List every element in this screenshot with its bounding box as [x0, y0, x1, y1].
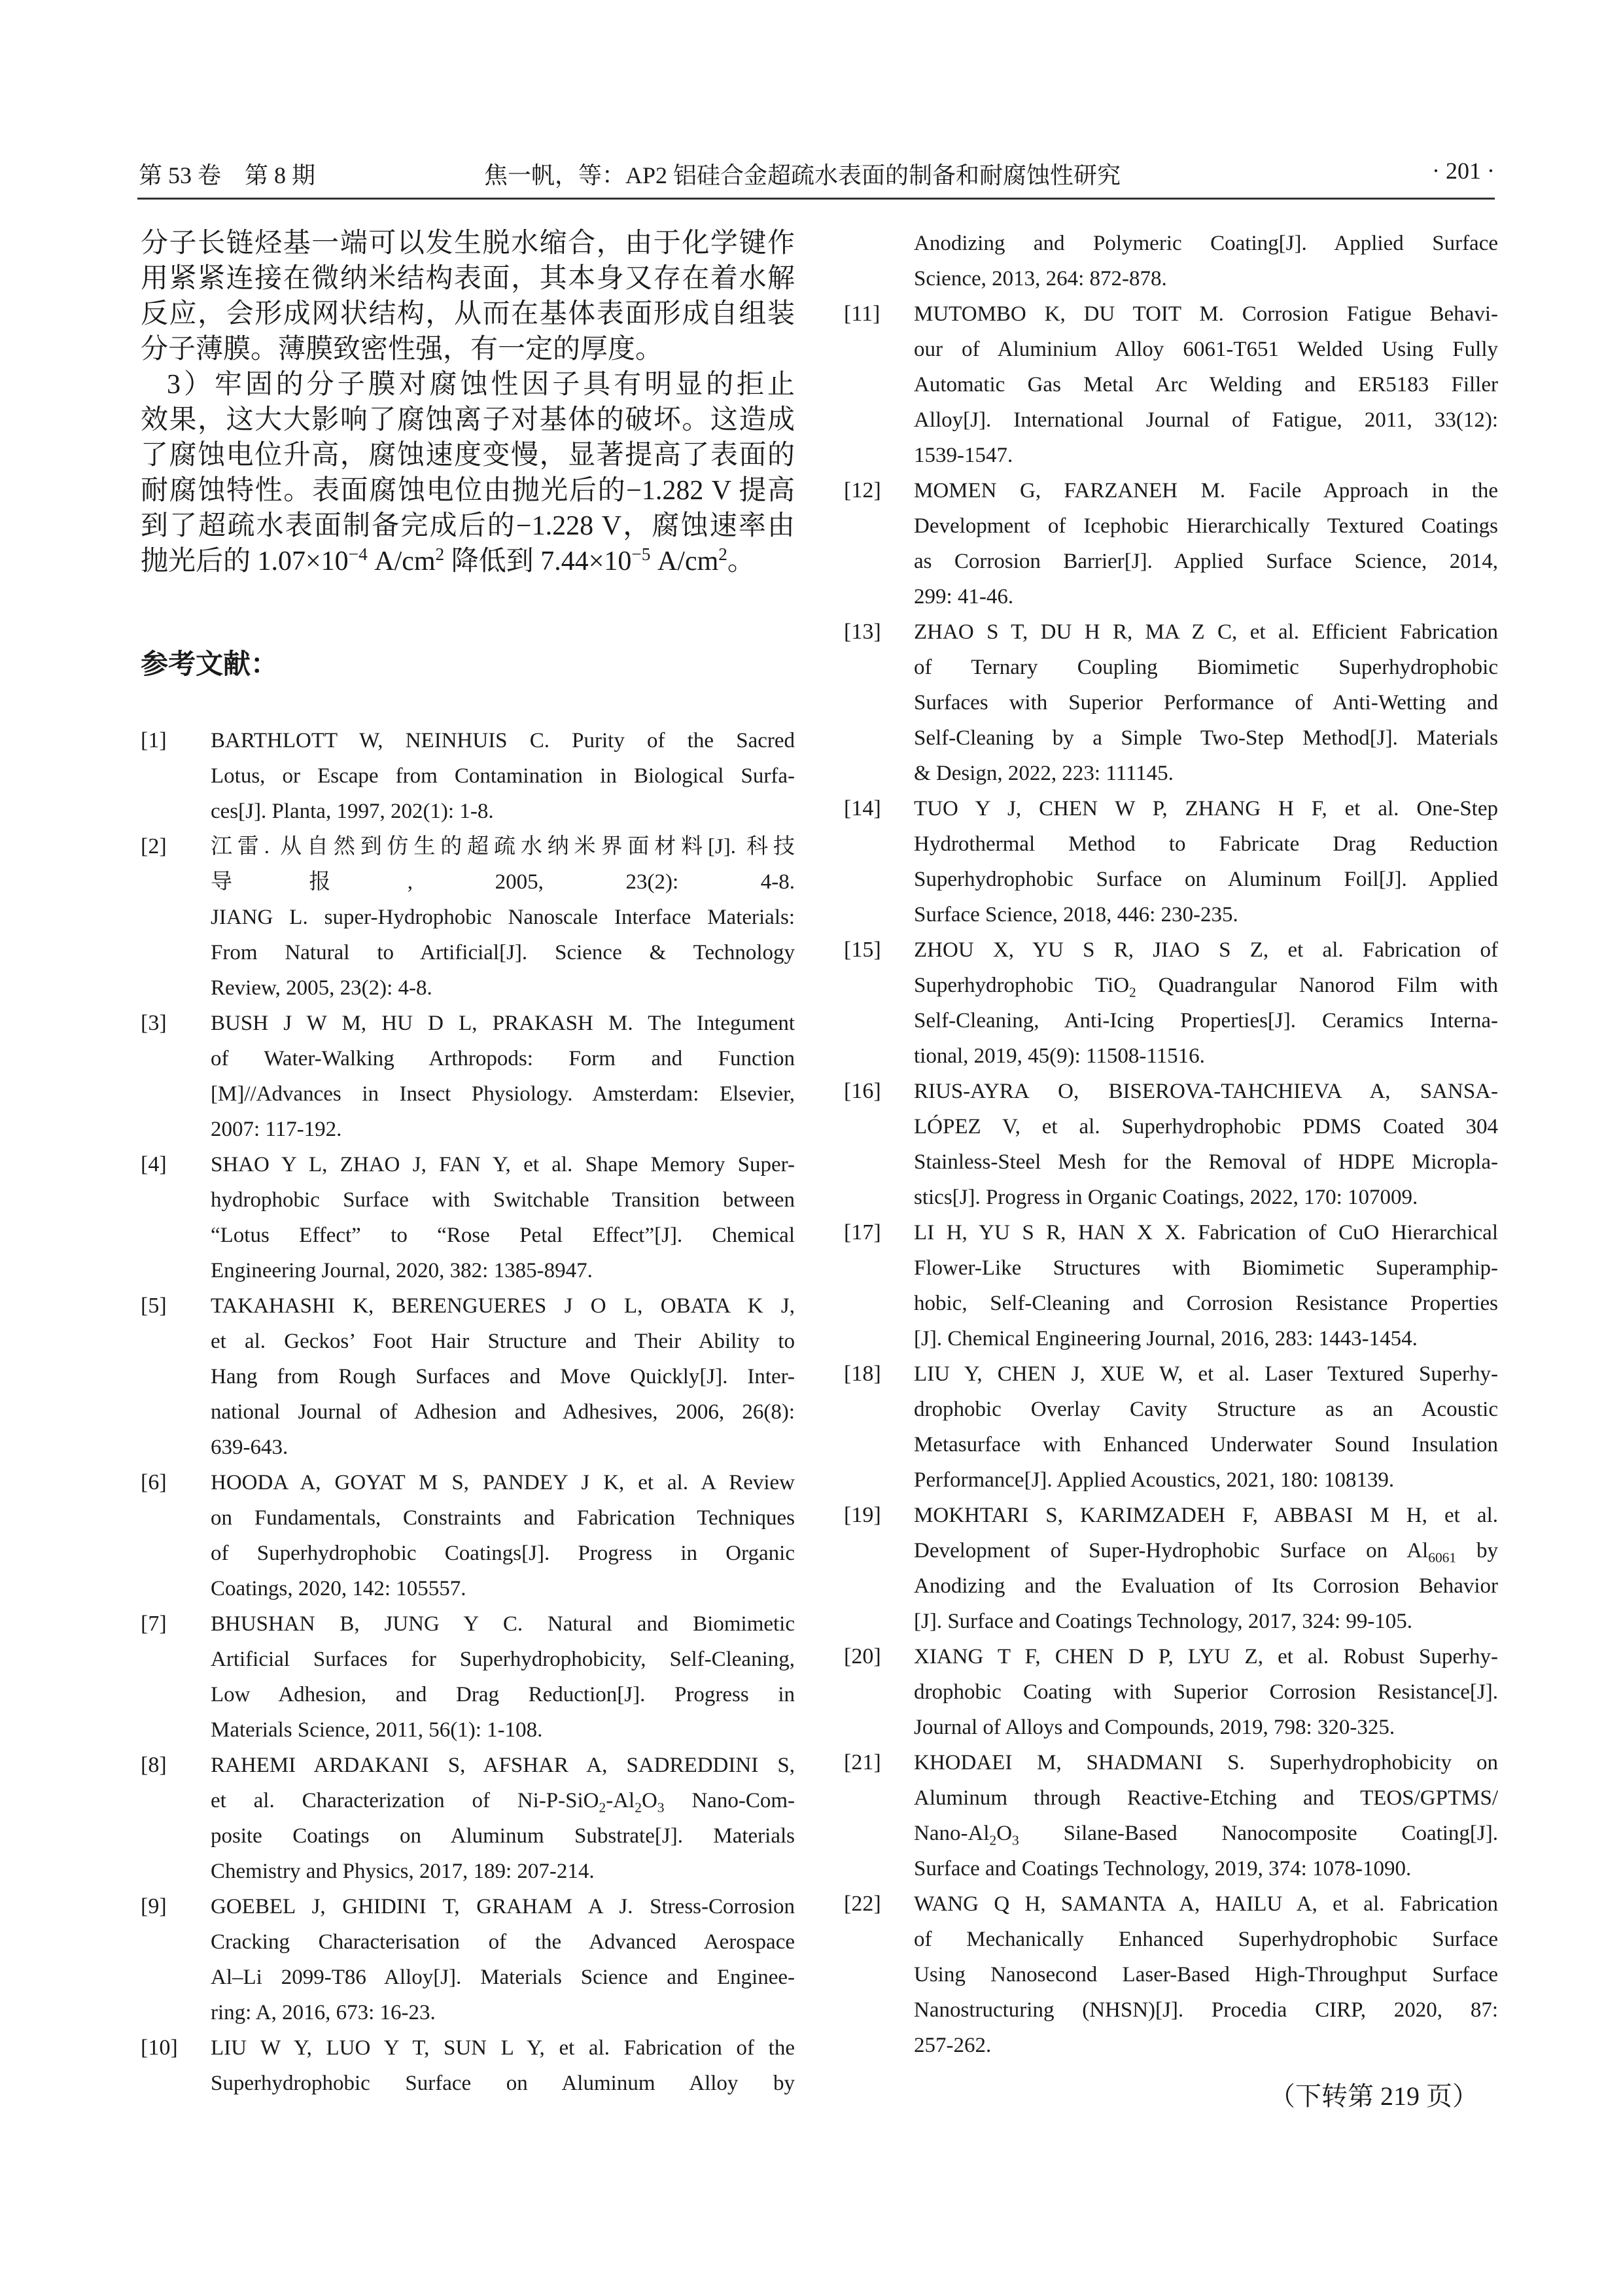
reference-line: HOODA A, GOYAT M S, PANDEY J K, et al. A Review — [211, 1471, 795, 1494]
reference-line: BHUSHAN B, JUNG Y C. Natural and Biomimetic — [211, 1612, 795, 1636]
reference-line: Anodizing and the Evaluation of Its Corrosion Behavior — [914, 1574, 1498, 1598]
reference-line: of Superhydrophobic Coatings[J]. Progress in Organic — [211, 1542, 795, 1565]
reference-line: & Design, 2022, 223: 111145. — [914, 762, 1174, 785]
reference-line: WANG Q H, SAMANTA A, HAILU A, et al. Fabrication — [914, 1892, 1498, 1916]
reference-line: Journal of Alloys and Compounds, 2019, 798: 320-325. — [914, 1716, 1395, 1739]
reference-line: Artificial Surfaces for Superhydrophobicity, Self-Cleaning, — [211, 1648, 795, 1671]
body-line: 抛光后的 $1.07\times 10^{-4}$ $A/cm^2$ 降低到 $7.44\times 10^{-5}$ $A/cm^2$。 — [141, 544, 755, 576]
reference-line: Engineering Journal, 2020, 382: 1385-8947. — [211, 1259, 593, 1282]
reference-number: [13] — [844, 620, 881, 644]
reference-item — [844, 296, 1498, 473]
reference-line: of Water-Walking Arthropods: Form and Function — [211, 1047, 795, 1070]
reference-line: our of Aluminium Alloy 6061-T651 Welded Using Fully — [914, 338, 1498, 361]
reference-line: Surface Science, 2018, 446: 230-235. — [914, 903, 1238, 927]
reference-line: LIU W Y, LUO Y T, SUN L Y, et al. Fabrication of the — [211, 2036, 795, 2060]
reference-item — [844, 1074, 1498, 1215]
reference-line: 639-643. — [211, 1436, 288, 1459]
reference-item — [844, 1215, 1498, 1356]
reference-item — [141, 1147, 795, 1288]
page-number: · 201 · — [1432, 158, 1495, 184]
reference-item — [844, 614, 1498, 791]
body-line: 用紧紧连接在微纳米结构表面，其本身又存在着水解 — [141, 264, 795, 294]
reference-item — [844, 932, 1498, 1074]
reference-line: Self-Cleaning by a Simple Two-Step Method[J]. Materials — [914, 726, 1498, 750]
reference-number: [19] — [844, 1503, 881, 1527]
reference-line: 299: 41-46. — [914, 585, 1014, 609]
volume-issue: 第 53 卷 第 8 期 — [139, 162, 316, 188]
body-line: 分子薄膜。薄膜致密性强，有一定的厚度。 — [141, 334, 663, 364]
body-line: 了腐蚀电位升高，腐蚀速度变慢，显著提高了表面的 — [141, 440, 795, 470]
reference-line: Cracking Characterisation of the Advanced Aerospace — [211, 1930, 795, 1954]
reference-number: [8] — [141, 1753, 167, 1777]
reference-number: [16] — [844, 1079, 881, 1103]
reference-line: Hang from Rough Surfaces and Move Quickly[J]. Inter- — [211, 1365, 795, 1388]
reference-line: Low Adhesion, and Drag Reduction[J]. Progress in — [211, 1683, 795, 1706]
reference-line: Superhydrophobic Surface on Aluminum Foil[J]. Applied — [914, 868, 1498, 891]
reference-line: Superhydrophobic TiO$_2$ Quadrangular Nanorod Film with — [914, 974, 1498, 1000]
reference-line: Materials Science, 2011, 56(1): 1-108. — [211, 1718, 543, 1742]
reference-line: 江雷. 从自然到仿生的超疏水纳米界面材料[J]. 科技 — [211, 835, 795, 858]
reference-number: [18] — [844, 1362, 881, 1386]
reference-number: [9] — [141, 1894, 167, 1918]
reference-line: ring: A, 2016, 673: 16-23. — [211, 2001, 436, 2024]
reference-item — [844, 1886, 1498, 2063]
reference-line: Review, 2005, 23(2): 4-8. — [211, 976, 432, 1000]
reference-item — [844, 1745, 1498, 1886]
reference-number: [11] — [844, 302, 881, 326]
reference-line: [J]. Chemical Engineering Journal, 2016, 283: 1443-1454. — [914, 1327, 1418, 1351]
reference-line: Nanostructuring (NHSN)[J]. Procedia CIRP, 2020, 87: — [914, 1998, 1498, 2022]
reference-line: Aluminum through Reactive-Etching and TEOS/GPTMS/ — [914, 1786, 1498, 1810]
reference-item — [141, 1288, 795, 1465]
reference-line: MOMEN G, FARZANEH M. Facile Approach in the — [914, 479, 1498, 503]
continuation-note: （下转第 219 页） — [1269, 2081, 1478, 2111]
reference-line: Science, 2013, 264: 872-878. — [914, 267, 1167, 291]
reference-line: Anodizing and Polymeric Coating[J]. Applied Surface — [914, 232, 1498, 255]
reference-line: RAHEMI ARDAKANI S, AFSHAR A, SADREDDINI S, — [211, 1754, 795, 1777]
reference-line: Surfaces with Superior Performance of Anti-Wetting and — [914, 691, 1498, 715]
reference-item — [141, 1465, 795, 1606]
reference-number: [4] — [141, 1152, 167, 1176]
reference-line: RIUS-AYRA O, BISEROVA-TAHCHIEVA A, SANSA- — [914, 1080, 1498, 1103]
references-heading: 参考文献： — [141, 650, 279, 680]
reference-line: Lotus, or Escape from Contamination in Biological Surfa- — [211, 764, 795, 788]
reference-line: Stainless-Steel Mesh for the Removal of HDPE Micropla- — [914, 1150, 1498, 1174]
reference-line: et al. Characterization of $Ni-P-SiO_2-Al_2O_3$ Nano-Com- — [211, 1789, 795, 1816]
body-paragraph — [141, 367, 795, 579]
reference-number: [3] — [141, 1011, 167, 1035]
body-line: 到了超疏水表面制备完成后的−1.228 V，腐蚀速率由 — [141, 511, 795, 541]
reference-line: national Journal of Adhesion and Adhesives, 2006, 26(8): — [211, 1400, 795, 1424]
body-line: 分子长链烃基一端可以发生脱水缩合，由于化学键作 — [141, 228, 795, 258]
reference-line: MOKHTARI S, KARIMZADEH F, ABBASI M H, et al. — [914, 1504, 1498, 1527]
reference-line: 257-262. — [914, 2034, 992, 2057]
reference-number: [5] — [141, 1294, 167, 1318]
body-paragraph — [141, 226, 795, 367]
reference-line: SHAO Y L, ZHAO J, FAN Y, et al. Shape Memory Super- — [211, 1153, 795, 1176]
reference-number: [22] — [844, 1892, 881, 1916]
running-header — [137, 152, 1495, 200]
reference-line: BARTHLOTT W, NEINHUIS C. Purity of the Sacred — [211, 729, 795, 752]
reference-line: of Mechanically Enhanced Superhydrophobic Surface — [914, 1928, 1498, 1951]
reference-line: Chemistry and Physics, 2017, 189: 207-214. — [211, 1860, 595, 1883]
reference-line: LIU Y, CHEN J, XUE W, et al. Laser Textured Superhy- — [914, 1362, 1498, 1386]
reference-item — [141, 2030, 795, 2101]
reference-item — [141, 1606, 795, 1748]
reference-list-left — [141, 723, 795, 2101]
reference-line: “Lotus Effect” to “Rose Petal Effect”[J]. Chemical — [211, 1224, 795, 1247]
reference-line: tional, 2019, 45(9): 11508-11516. — [914, 1044, 1205, 1068]
reference-line: Development of Super-Hydrophobic Surface on $Al_{6061}$ by — [914, 1539, 1498, 1566]
reference-line: LI H, YU S R, HAN X X. Fabrication of CuO Hierarchical — [914, 1221, 1498, 1245]
reference-number: [14] — [844, 796, 881, 821]
reference-number: [20] — [844, 1644, 881, 1669]
reference-item — [844, 1498, 1498, 1639]
reference-line: Alloy[J]. International Journal of Fatigue, 2011, 33(12): — [914, 408, 1498, 432]
reference-line: Self-Cleaning, Anti-Icing Properties[J]. Ceramics Interna- — [914, 1009, 1498, 1033]
reference-line: Nano-$Al_2O_3$ Silane-Based Nanocomposite Coating[J]. — [914, 1822, 1498, 1848]
reference-line: [M]//Advances in Insect Physiology. Amsterdam: Elsevier, — [211, 1082, 795, 1106]
reference-line: of Ternary Coupling Biomimetic Superhydrophobic — [914, 656, 1498, 679]
reference-line: ces[J]. Planta, 1997, 202(1): 1-8. — [211, 800, 494, 823]
body-text — [141, 226, 795, 579]
reference-line: Flower-Like Structures with Biomimetic Superamphip- — [914, 1256, 1498, 1280]
reference-line: hydrophobic Surface with Switchable Transition between — [211, 1188, 795, 1212]
reference-line: [J]. Surface and Coatings Technology, 2017, 324: 99-105. — [914, 1610, 1413, 1633]
reference-line: Coatings, 2020, 142: 105557. — [211, 1577, 466, 1600]
reference-line: on Fundamentals, Constraints and Fabrication Techniques — [211, 1506, 795, 1530]
reference-number: [6] — [141, 1470, 167, 1494]
reference-line: stics[J]. Progress in Organic Coatings, 2022, 170: 107009. — [914, 1186, 1418, 1209]
reference-item — [844, 226, 1498, 296]
body-line: 效果，这大大影响了腐蚀离子对基体的破坏。这造成 — [141, 405, 795, 435]
reference-line: XIANG T F, CHEN D P, LYU Z, et al. Robust Superhy- — [914, 1645, 1498, 1669]
reference-number: [12] — [844, 478, 881, 503]
reference-line: JIANG L. super-Hydrophobic Nanoscale Interface Materials: — [211, 906, 795, 929]
reference-number: [10] — [141, 2036, 178, 2060]
reference-line: Using Nanosecond Laser-Based High-Throughput Surface — [914, 1963, 1498, 1987]
reference-line: MUTOMBO K, DU TOIT M. Corrosion Fatigue Behavi- — [914, 302, 1498, 326]
reference-item — [141, 1748, 795, 1889]
reference-line: Metasurface with Enhanced Underwater Sound Insulation — [914, 1433, 1498, 1457]
reference-number: [1] — [141, 728, 167, 752]
reference-number: [2] — [141, 834, 167, 858]
reference-list-right — [844, 226, 1498, 2063]
reference-line: 1539-1547. — [914, 444, 1013, 467]
body-line: 3）牢固的分子膜对腐蚀性因子具有明显的拒止 — [167, 370, 795, 400]
reference-item — [844, 1639, 1498, 1745]
reference-line: hobic, Self-Cleaning and Corrosion Resistance Properties — [914, 1292, 1498, 1315]
right-column — [844, 226, 1498, 2063]
reference-line: TUO Y J, CHEN W P, ZHANG H F, et al. One-Step — [914, 797, 1498, 821]
reference-number: [21] — [844, 1750, 881, 1775]
reference-line: BUSH J W M, HU D L, PRAKASH M. The Integument — [211, 1012, 795, 1035]
reference-line: ZHOU X, YU S R, JIAO S Z, et al. Fabrication of — [914, 938, 1498, 962]
reference-line: ZHAO S T, DU H R, MA Z C, et al. Efficient Fabrication — [914, 620, 1498, 644]
reference-line: KHODAEI M, SHADMANI S. Superhydrophobicity on — [914, 1751, 1498, 1775]
reference-item — [141, 723, 795, 829]
reference-line: et al. Geckos’ Foot Hair Structure and Their Ability to — [211, 1330, 795, 1353]
reference-number: [17] — [844, 1220, 881, 1245]
reference-item — [141, 1889, 795, 2030]
reference-item — [844, 1356, 1498, 1498]
reference-line: 2007: 117-192. — [211, 1118, 342, 1141]
reference-line: drophobic Overlay Cavity Structure as an Acoustic — [914, 1398, 1498, 1421]
reference-line: posite Coatings on Aluminum Substrate[J]. Materials — [211, 1824, 795, 1848]
reference-line: Automatic Gas Metal Arc Welding and ER5183 Filler — [914, 373, 1498, 397]
reference-number: [7] — [141, 1612, 167, 1636]
reference-item — [141, 829, 795, 1006]
reference-item — [141, 1006, 795, 1147]
reference-line: GOEBEL J, GHIDINI T, GRAHAM A J. Stress-Corrosion — [211, 1895, 795, 1918]
reference-line: TAKAHASHI K, BERENGUERES J O L, OBATA K J, — [211, 1294, 795, 1318]
reference-line: 导报, 2005, 23(2): 4-8. — [211, 870, 795, 894]
reference-line: Development of Icephobic Hierarchically Textured Coatings — [914, 514, 1498, 538]
reference-line: Hydrothermal Method to Fabricate Drag Reduction — [914, 832, 1498, 856]
running-title: 焦一帆，等：AP2 铝硅合金超疏水表面的制备和耐腐蚀性研究 — [484, 162, 1121, 188]
body-line: 耐腐蚀特性。表面腐蚀电位由抛光后的−1.282 V 提高 — [141, 476, 795, 506]
reference-line: Performance[J]. Applied Acoustics, 2021, 180: 108139. — [914, 1468, 1395, 1492]
reference-line: Superhydrophobic Surface on Aluminum Alloy by — [211, 2072, 795, 2095]
reference-line: From Natural to Artificial[J]. Science & Technology — [211, 941, 795, 964]
left-column — [141, 226, 795, 2101]
reference-number: [15] — [844, 938, 881, 962]
body-line: 反应，会形成网状结构，从而在基体表面形成自组装 — [141, 299, 795, 329]
reference-line: Al–Li 2099-T86 Alloy[J]. Materials Science and Enginee- — [211, 1966, 795, 1989]
reference-item — [844, 791, 1498, 932]
reference-item — [844, 473, 1498, 614]
reference-line: as Corrosion Barrier[J]. Applied Surface Science, 2014, — [914, 550, 1498, 573]
reference-line: Surface and Coatings Technology, 2019, 374: 1078-1090. — [914, 1857, 1412, 1881]
reference-line: LÓPEZ V, et al. Superhydrophobic PDMS Coated 304 — [914, 1115, 1498, 1139]
reference-line: drophobic Coating with Superior Corrosion Resistance[J]. — [914, 1680, 1498, 1704]
